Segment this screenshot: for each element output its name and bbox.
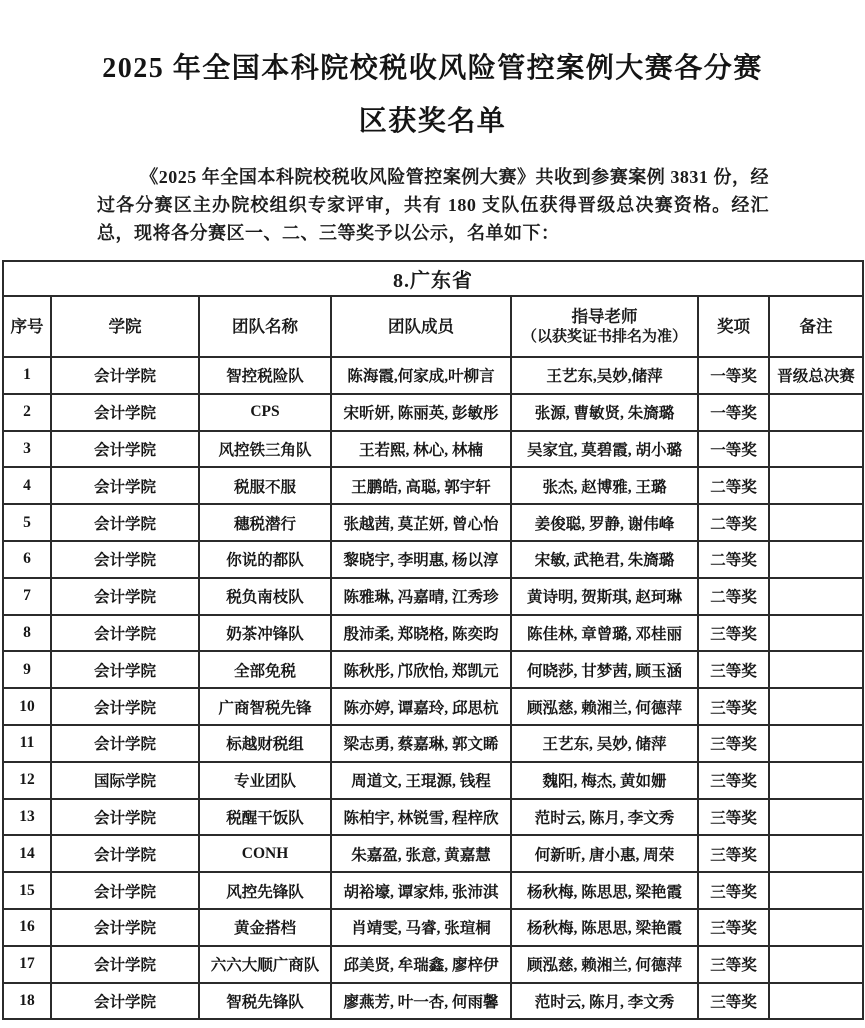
- row-no-cell: 7: [3, 578, 51, 615]
- team-name-cell: CONH: [199, 835, 331, 872]
- note-cell: [769, 541, 863, 578]
- members-cell: 周道文, 王琨源, 钱程: [331, 762, 511, 799]
- column-header-advisors: [511, 296, 698, 357]
- award-cell: 二等奖: [698, 467, 769, 504]
- row-no-cell: 18: [3, 983, 51, 1020]
- award-cell: 三等奖: [698, 725, 769, 762]
- team-name-cell: 六六大顺广商队: [199, 946, 331, 983]
- award-cell: 二等奖: [698, 541, 769, 578]
- table-row: [3, 431, 863, 468]
- table-row: [3, 357, 863, 394]
- document-title: [0, 0, 865, 148]
- advisors-cell: 王艺东, 吴妙, 储萍: [511, 725, 698, 762]
- note-cell: [769, 725, 863, 762]
- college-cell: 会计学院: [51, 688, 199, 725]
- row-no-cell: 2: [3, 394, 51, 431]
- intro-paragraph: 《2025 年全国本科院校税收风险管控案例大赛》共收到参赛案例 3831 份，经过各分赛区主办院校组织专家评审，共有 180 支队伍获得晋级总决赛资格。经汇总，现将各分赛区一、二、三等奖予以公示，名单如下：: [97, 167, 769, 243]
- college-cell: 会计学院: [51, 394, 199, 431]
- note-cell: [769, 615, 863, 652]
- note-cell: [769, 651, 863, 688]
- members-cell: 殷沛柔, 郑晓格, 陈奕昀: [331, 615, 511, 652]
- award-cell: 三等奖: [698, 909, 769, 946]
- team-name-cell: 奶茶冲锋队: [199, 615, 331, 652]
- advisors-cell: 吴家宜, 莫碧霞, 胡小璐: [511, 431, 698, 468]
- award-cell: 三等奖: [698, 762, 769, 799]
- note-cell: [769, 872, 863, 909]
- advisors-cell: 黄诗明, 贺斯琪, 赵珂琳: [511, 578, 698, 615]
- members-cell: 陈柏宇, 林锐雪, 程梓欣: [331, 799, 511, 836]
- members-cell: 陈亦婷, 谭嘉玲, 邱思杭: [331, 688, 511, 725]
- table-row: [3, 835, 863, 872]
- row-no-cell: 4: [3, 467, 51, 504]
- award-cell: 三等奖: [698, 688, 769, 725]
- note-cell: [769, 762, 863, 799]
- table-row: [3, 946, 863, 983]
- members-cell: 邱美贤, 牟瑞鑫, 廖梓伊: [331, 946, 511, 983]
- award-cell: 三等奖: [698, 651, 769, 688]
- award-cell: 三等奖: [698, 799, 769, 836]
- column-header-note: 备注: [769, 296, 863, 357]
- table-header-row: [3, 296, 863, 357]
- award-cell: 一等奖: [698, 431, 769, 468]
- members-cell: 梁志勇, 蔡嘉琳, 郭文睎: [331, 725, 511, 762]
- college-cell: 会计学院: [51, 467, 199, 504]
- table-row: [3, 688, 863, 725]
- row-no-cell: 6: [3, 541, 51, 578]
- table-row: [3, 467, 863, 504]
- college-cell: 会计学院: [51, 909, 199, 946]
- team-name-cell: 全部免税: [199, 651, 331, 688]
- table-row: [3, 504, 863, 541]
- note-cell: [769, 946, 863, 983]
- table-row: [3, 799, 863, 836]
- team-name-cell: CPS: [199, 394, 331, 431]
- row-no-cell: 11: [3, 725, 51, 762]
- team-name-cell: 穗税潜行: [199, 504, 331, 541]
- column-header-members: 团队成员: [331, 296, 511, 357]
- college-cell: 会计学院: [51, 578, 199, 615]
- table-row: [3, 762, 863, 799]
- note-cell: [769, 504, 863, 541]
- team-name-cell: 黄金搭档: [199, 909, 331, 946]
- team-name-cell: 标越财税组: [199, 725, 331, 762]
- members-cell: 陈雅琳, 冯嘉晴, 江秀珍: [331, 578, 511, 615]
- team-name-cell: 专业团队: [199, 762, 331, 799]
- college-cell: 会计学院: [51, 357, 199, 394]
- members-cell: 廖燕芳, 叶一杏, 何雨馨: [331, 983, 511, 1020]
- note-cell: [769, 431, 863, 468]
- team-name-cell: 风控铁三角队: [199, 431, 331, 468]
- members-cell: 陈秋彤, 邝欣怡, 郑凯元: [331, 651, 511, 688]
- team-name-cell: 你说的都队: [199, 541, 331, 578]
- row-no-cell: 1: [3, 357, 51, 394]
- row-no-cell: 14: [3, 835, 51, 872]
- college-cell: 会计学院: [51, 431, 199, 468]
- table-row: [3, 394, 863, 431]
- column-header-advisors-title: 指导老师: [571, 306, 638, 326]
- team-name-cell: 风控先锋队: [199, 872, 331, 909]
- note-cell: [769, 909, 863, 946]
- row-no-cell: 12: [3, 762, 51, 799]
- team-name-cell: 智控税险队: [199, 357, 331, 394]
- award-cell: 二等奖: [698, 578, 769, 615]
- table-row: [3, 909, 863, 946]
- row-no-cell: 13: [3, 799, 51, 836]
- row-no-cell: 17: [3, 946, 51, 983]
- award-cell: 三等奖: [698, 946, 769, 983]
- document-title-line1: 2025 年全国本科院校税收风险管控案例大赛各分赛: [102, 53, 763, 84]
- members-cell: 胡裕壕, 谭家炜, 张沛淇: [331, 872, 511, 909]
- row-no-cell: 3: [3, 431, 51, 468]
- row-no-cell: 15: [3, 872, 51, 909]
- college-cell: 会计学院: [51, 504, 199, 541]
- members-cell: 王若熙, 林心, 林楠: [331, 431, 511, 468]
- note-cell: [769, 394, 863, 431]
- row-no-cell: 10: [3, 688, 51, 725]
- team-name-cell: 智税先锋队: [199, 983, 331, 1020]
- row-no-cell: 5: [3, 504, 51, 541]
- members-cell: 陈海霞,何家成,叶柳言: [331, 357, 511, 394]
- advisors-cell: 陈佳林, 章曾璐, 邓桂丽: [511, 615, 698, 652]
- table-row: [3, 541, 863, 578]
- row-no-cell: 9: [3, 651, 51, 688]
- college-cell: 会计学院: [51, 835, 199, 872]
- awards-table: [2, 260, 864, 1020]
- college-cell: 会计学院: [51, 615, 199, 652]
- award-cell: 一等奖: [698, 357, 769, 394]
- note-cell: [769, 578, 863, 615]
- members-cell: 朱嘉盈, 张意, 黄嘉慧: [331, 835, 511, 872]
- note-cell: [769, 799, 863, 836]
- note-cell: 晋级总决赛: [769, 357, 863, 394]
- award-cell: 三等奖: [698, 615, 769, 652]
- members-cell: 黎晓宇, 李明惠, 杨以淳: [331, 541, 511, 578]
- award-cell: 一等奖: [698, 394, 769, 431]
- note-cell: [769, 688, 863, 725]
- table-row: [3, 872, 863, 909]
- advisors-cell: 张源, 曹敏贤, 朱旖璐: [511, 394, 698, 431]
- advisors-cell: 顾泓慈, 赖湘兰, 何德萍: [511, 688, 698, 725]
- table-section-row: [3, 261, 863, 296]
- table-row: [3, 615, 863, 652]
- members-cell: 肖靖雯, 马睿, 张瑄桐: [331, 909, 511, 946]
- advisors-cell: 何新昕, 唐小惠, 周荣: [511, 835, 698, 872]
- advisors-cell: 顾泓慈, 赖湘兰, 何德萍: [511, 946, 698, 983]
- table-body: [3, 357, 863, 1019]
- table-row: [3, 651, 863, 688]
- members-cell: 张越茜, 莫芷妍, 曾心怡: [331, 504, 511, 541]
- award-cell: 二等奖: [698, 504, 769, 541]
- note-cell: [769, 983, 863, 1020]
- advisors-cell: 宋敏, 武艳君, 朱旖璐: [511, 541, 698, 578]
- members-cell: 王鹏皓, 高聪, 郭宇轩: [331, 467, 511, 504]
- advisors-cell: 范时云, 陈月, 李文秀: [511, 799, 698, 836]
- team-name-cell: 广商智税先锋: [199, 688, 331, 725]
- college-cell: 国际学院: [51, 762, 199, 799]
- advisors-cell: 杨秋梅, 陈思思, 梁艳霞: [511, 909, 698, 946]
- note-cell: [769, 467, 863, 504]
- table-row: [3, 725, 863, 762]
- document-title-line2: 区获奖名单: [358, 106, 507, 137]
- college-cell: 会计学院: [51, 946, 199, 983]
- college-cell: 会计学院: [51, 651, 199, 688]
- team-name-cell: 税醒干饭队: [199, 799, 331, 836]
- table-row: [3, 578, 863, 615]
- row-no-cell: 8: [3, 615, 51, 652]
- team-name-cell: 税负南枝队: [199, 578, 331, 615]
- award-cell: 三等奖: [698, 835, 769, 872]
- advisors-cell: 姜俊聪, 罗静, 谢伟峰: [511, 504, 698, 541]
- college-cell: 会计学院: [51, 725, 199, 762]
- note-cell: [769, 835, 863, 872]
- award-cell: 三等奖: [698, 872, 769, 909]
- advisors-cell: 杨秋梅, 陈思思, 梁艳霞: [511, 872, 698, 909]
- advisors-cell: 王艺东,吴妙,储萍: [511, 357, 698, 394]
- table-section-title: 8.广东省: [3, 261, 863, 296]
- award-cell: 三等奖: [698, 983, 769, 1020]
- column-header-award: 奖项: [698, 296, 769, 357]
- column-header-advisors-subtitle: （以获奖证书排名为准）: [521, 328, 687, 345]
- row-no-cell: 16: [3, 909, 51, 946]
- college-cell: 会计学院: [51, 541, 199, 578]
- college-cell: 会计学院: [51, 983, 199, 1020]
- advisors-cell: 何晓莎, 甘梦茜, 顾玉涵: [511, 651, 698, 688]
- column-header-college: 学院: [51, 296, 199, 357]
- college-cell: 会计学院: [51, 872, 199, 909]
- table-row: [3, 983, 863, 1020]
- advisors-cell: 范时云, 陈月, 李文秀: [511, 983, 698, 1020]
- column-header-team: 团队名称: [199, 296, 331, 357]
- advisors-cell: 张杰, 赵博雅, 王璐: [511, 467, 698, 504]
- advisors-cell: 魏阳, 梅杰, 黄如姗: [511, 762, 698, 799]
- members-cell: 宋昕妍, 陈丽英, 彭敏彤: [331, 394, 511, 431]
- column-header-no: 序号: [3, 296, 51, 357]
- college-cell: 会计学院: [51, 799, 199, 836]
- team-name-cell: 税服不服: [199, 467, 331, 504]
